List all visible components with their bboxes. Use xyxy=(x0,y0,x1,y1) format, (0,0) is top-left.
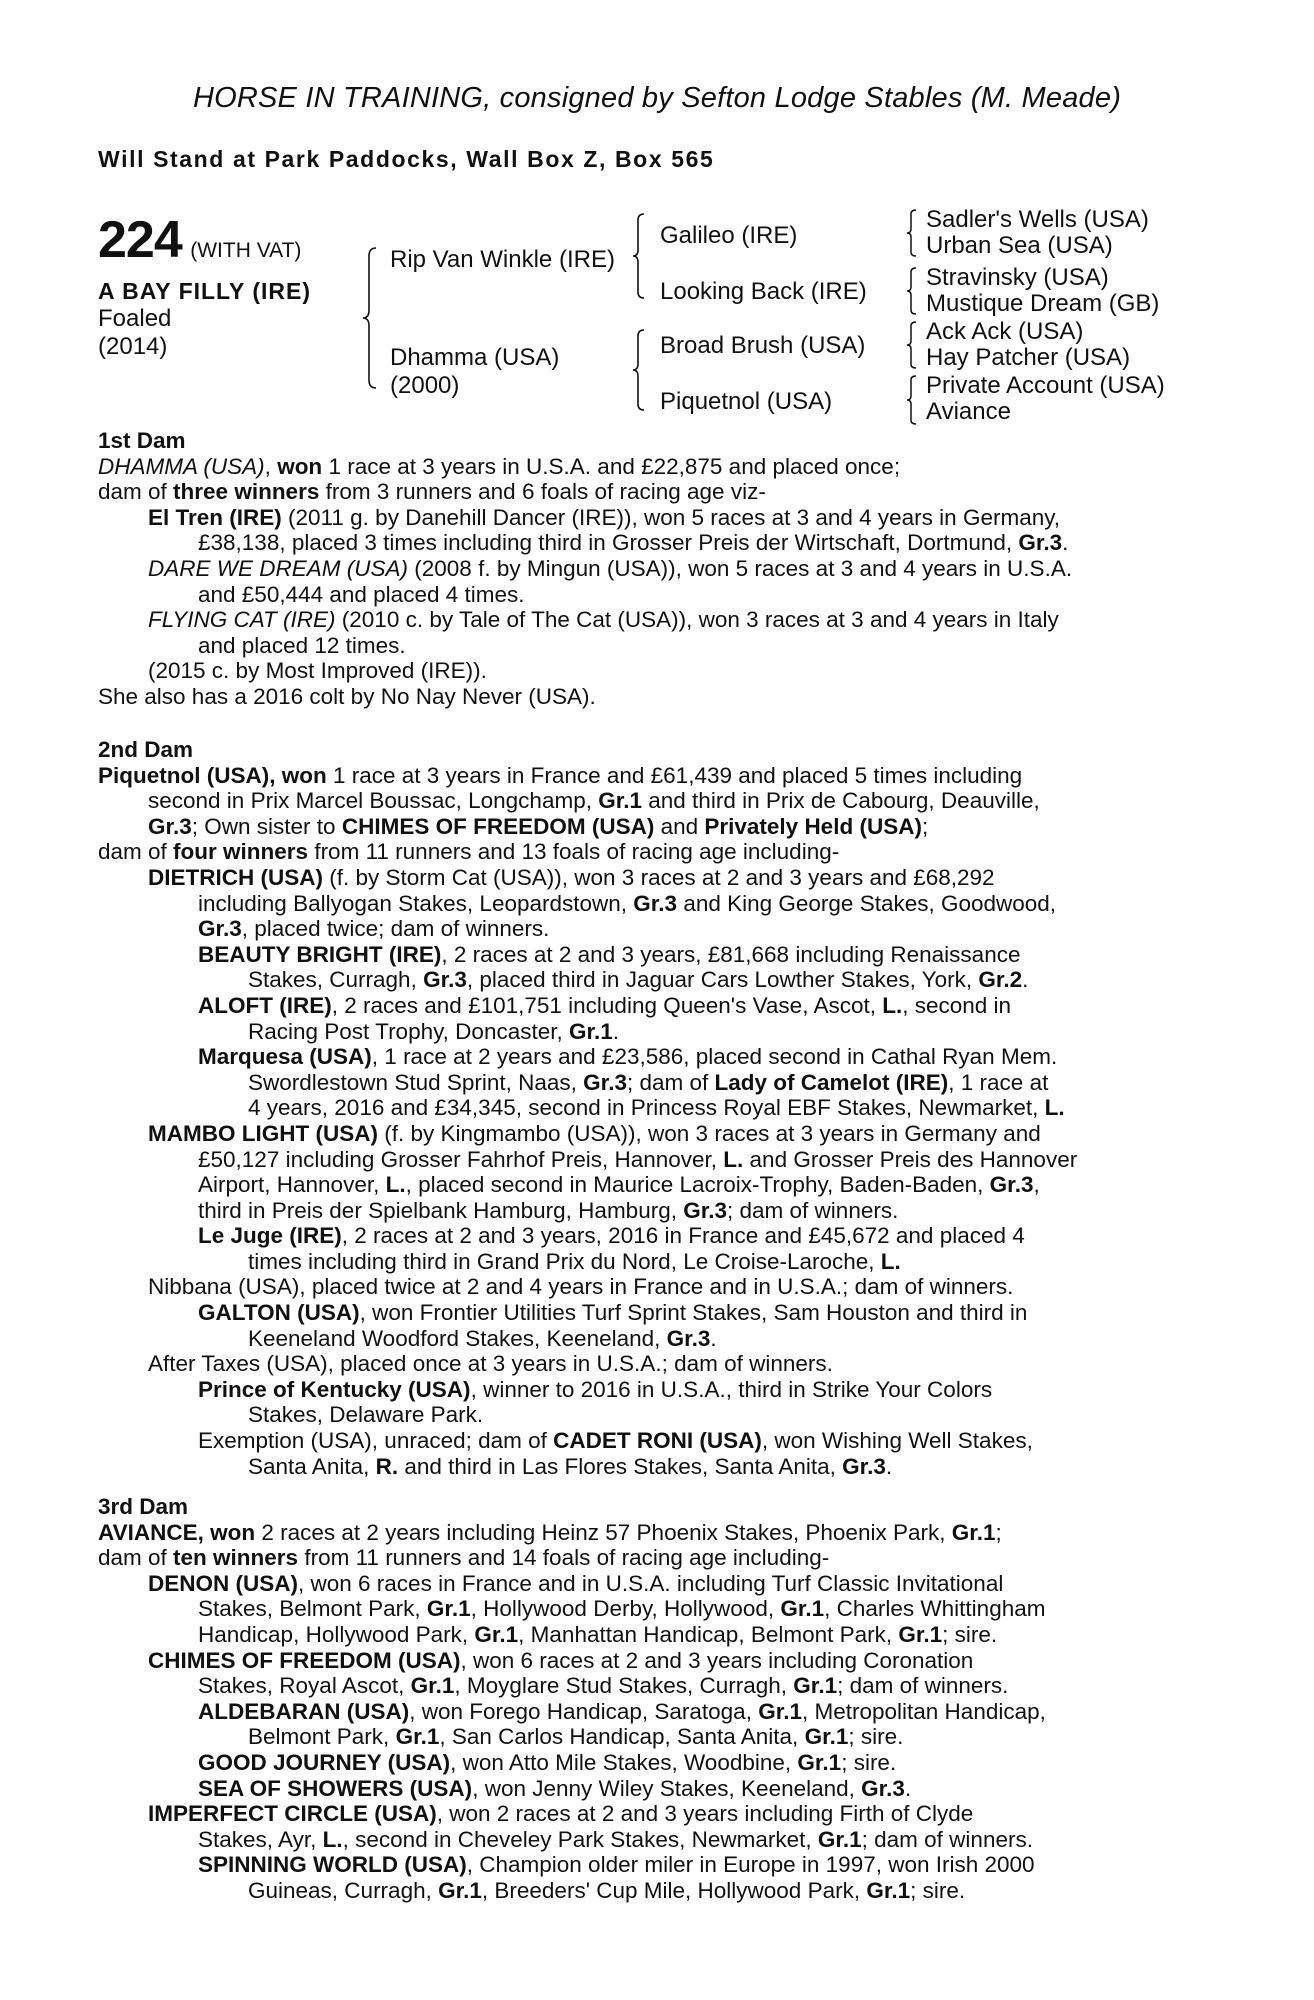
sister-privately-held: Privately Held (USA) xyxy=(704,813,922,839)
alde-name: ALDEBARAN (USA) xyxy=(198,1698,410,1724)
chimes-gr1-a: Gr.1 xyxy=(410,1673,455,1699)
dare-name: DARE WE DREAM (USA) xyxy=(148,555,409,581)
mambo-listed: L. xyxy=(723,1146,744,1172)
beauty-text: , 2 races at 2 and 3 years, £81,668 including Renaissance xyxy=(441,941,1021,967)
pedigree-g4: Mustique Dream (GB) xyxy=(926,290,1160,317)
foal-el-tren xyxy=(98,505,1210,531)
marquesa-c1a: Swordlestown Stud Sprint, Naas, xyxy=(248,1069,584,1095)
grade-gr1: Gr.1 xyxy=(598,788,643,814)
mambo-c1b: and Grosser Preis des Hannover xyxy=(743,1146,1078,1172)
denon-text: , won 6 races in France and in U.S.A. including Turf Classic Invitational xyxy=(298,1570,1004,1596)
lady-of-camelot: Lady of Camelot (IRE) xyxy=(714,1069,949,1095)
aloft-gr1: Gr.1 xyxy=(569,1018,613,1044)
foal-marquesa xyxy=(98,1044,1210,1070)
marquesa-name: Marquesa (USA) xyxy=(198,1044,372,1070)
mambo-c3b: ; dam of winners. xyxy=(727,1197,899,1223)
pedigree-g7: Private Account (USA) xyxy=(926,372,1165,399)
pedigree-g8: Aviance xyxy=(926,398,1011,425)
pedigree-brace-g1 xyxy=(906,208,918,258)
first-dam-produce xyxy=(98,479,1210,505)
foal-sea-of-showers xyxy=(98,1776,1210,1802)
sea-end: . xyxy=(904,1775,912,1801)
alde-cc: ; sire. xyxy=(848,1724,904,1750)
mambo-listed-2: L. xyxy=(385,1172,406,1198)
second-dam-line3 xyxy=(98,814,1210,840)
foal-prince-cont: Stakes, Delaware Park. xyxy=(248,1402,484,1428)
marquesa-text: , 1 race at 2 years and £23,586, placed second in Cathal Ryan Mem. xyxy=(371,1044,1058,1070)
consignment-line: HORSE IN TRAINING, consigned by Sefton Lodge Stables (M. Meade) xyxy=(192,82,1122,114)
galton-c: Keeneland Woodford Stakes, Keeneland, xyxy=(248,1325,667,1351)
aloft-listed: L. xyxy=(882,992,903,1018)
foaled-label: Foaled xyxy=(98,305,172,332)
dietrich-c2-gr: Gr.3 xyxy=(198,916,242,942)
alde-ca: Belmont Park, xyxy=(248,1724,396,1750)
foal-exemption-cont xyxy=(98,1454,1210,1480)
chimes-name: CHIMES OF FREEDOM (USA) xyxy=(148,1647,461,1673)
denon-c1c: , Charles Whittingham xyxy=(824,1596,1046,1622)
alde-gr1-b: Gr.1 xyxy=(395,1724,440,1750)
chimes-text: , won 6 races at 2 and 3 years including Coronation xyxy=(460,1647,974,1673)
won-label: won xyxy=(277,453,323,479)
exemption-restricted: R. xyxy=(375,1453,399,1479)
vat-note: (WITH VAT) xyxy=(190,239,302,262)
foal-mambo-c2 xyxy=(98,1172,1210,1198)
aloft-end: . xyxy=(612,1018,620,1044)
galton-text: , won Frontier Utilities Turf Sprint Stakes, Sam Houston and third in xyxy=(359,1300,1028,1326)
good-end: ; sire. xyxy=(841,1749,897,1775)
foal-spinning-world xyxy=(98,1852,1210,1878)
dietrich-text: (f. by Storm Cat (USA)), won 3 races at 2 and 3 years and £68,292 xyxy=(323,864,995,890)
foal-dare-we-dream xyxy=(98,556,1210,582)
sea-name: SEA OF SHOWERS (USA) xyxy=(198,1775,473,1801)
third-dam-line1 xyxy=(98,1520,1210,1546)
stand-location: Will Stand at Park Paddocks, Wall Box Z, Box 565 xyxy=(98,146,715,172)
pedigree-brace-g4 xyxy=(906,374,918,426)
denon-name: DENON (USA) xyxy=(148,1570,298,1596)
beauty-gr2: Gr.2 xyxy=(978,967,1023,993)
second-dam-produce xyxy=(98,839,1210,865)
denon-c2c: ; sire. xyxy=(942,1621,998,1647)
mambo-text: (f. by Kingmambo (USA)), won 3 races at 3 years in Germany and xyxy=(377,1120,1041,1146)
pedigree-g5: Ack Ack (USA) xyxy=(926,318,1084,345)
exemption-end: . xyxy=(885,1453,893,1479)
foal-mambo-c1 xyxy=(98,1147,1210,1173)
imp-gr1: Gr.1 xyxy=(817,1826,862,1852)
second-dam-line1 xyxy=(98,763,1210,789)
produce-post: from 3 runners and 6 foals of racing age viz- xyxy=(319,479,766,505)
imp-cc: ; dam of winners. xyxy=(861,1826,1033,1852)
foal-chimes-cont xyxy=(98,1673,1210,1699)
pedigree-dam-sire: Broad Brush (USA) xyxy=(660,332,866,359)
grade-gr3: Gr.3 xyxy=(148,813,192,839)
foal-imperfect-circle xyxy=(98,1801,1210,1827)
aloft-c: Racing Post Trophy, Doncaster, xyxy=(248,1018,569,1044)
juge-text: , 2 races at 2 and 3 years, 2016 in France and £45,672 and placed 4 xyxy=(341,1223,1025,1249)
dietrich-gr3: Gr.3 xyxy=(633,890,678,916)
foal-dietrich-c2 xyxy=(98,916,1210,942)
first-dam-heading: 1st Dam xyxy=(98,428,186,453)
foal-dietrich-c1 xyxy=(98,891,1210,917)
pedigree-g1: Sadler's Wells (USA) xyxy=(926,206,1149,233)
pedigree-dam-year: (2000) xyxy=(390,372,460,399)
mambo-c1a: £50,127 including Grosser Fahrhof Preis, Hannover, xyxy=(198,1146,724,1172)
marquesa-c1c: , 1 race at xyxy=(948,1069,1049,1095)
pedigree-g2: Urban Sea (USA) xyxy=(926,232,1113,259)
produce-bold: four winners xyxy=(173,839,309,865)
imp-name: IMPERFECT CIRCLE (USA) xyxy=(148,1801,437,1827)
exemption-b: , won Wishing Well Stakes, xyxy=(761,1428,1033,1454)
el-tren-cont: £38,138, placed 3 times including third in Grosser Preis der Wirtschaft, Dortmund, xyxy=(198,530,1019,556)
beauty-name: BEAUTY BRIGHT (IRE) xyxy=(198,941,442,967)
foal-flying-cat xyxy=(98,607,1210,633)
exemption-ca: Santa Anita, xyxy=(248,1453,376,1479)
spin-name: SPINNING WORLD (USA) xyxy=(198,1852,467,1878)
line3-end: ; xyxy=(921,813,929,839)
foal-exemption xyxy=(98,1428,1210,1454)
pedigree-brace-main xyxy=(362,246,378,390)
juge-c: times including third in Grand Prix du Nord, Le Croise-Laroche, xyxy=(248,1248,881,1274)
el-tren-grade: Gr.3 xyxy=(1018,530,1063,556)
imp-listed: L. xyxy=(322,1826,343,1852)
second-dam-section xyxy=(98,737,1210,1479)
lot-heading xyxy=(98,210,301,270)
mambo-gr3-2: Gr.3 xyxy=(683,1197,728,1223)
produce-bold: ten winners xyxy=(173,1545,299,1571)
foal-aldebaran-cont xyxy=(98,1724,1210,1750)
foal-marquesa-c2 xyxy=(98,1095,1210,1121)
first-dam-summary: DHAMMA (USA), won 1 race at 3 years in U.S.A. and £22,875 and placed once; xyxy=(98,453,901,479)
marquesa-gr3: Gr.3 xyxy=(583,1069,627,1095)
dare-text: (2008 f. by Mingun (USA)), won 5 races at 3 and 4 years in U.S.A. xyxy=(408,555,1073,581)
aviance-end: ; xyxy=(995,1519,1002,1545)
pedigree-dam: Dhamma (USA) xyxy=(390,344,560,371)
imp-text: , won 2 races at 2 and 3 years including Firth of Clyde xyxy=(436,1801,974,1827)
sister-chimes: CHIMES OF FREEDOM (USA) xyxy=(341,813,655,839)
foal-beauty-cont xyxy=(98,967,1210,993)
foal-2016-colt: She also has a 2016 colt by No Nay Never (USA). xyxy=(98,683,596,709)
pedigree-g6: Hay Patcher (USA) xyxy=(926,344,1131,371)
mambo-gr3: Gr.3 xyxy=(989,1172,1034,1198)
produce-post: from 11 runners and 14 foals of racing age including- xyxy=(298,1545,830,1571)
galton-name: GALTON (USA) xyxy=(198,1300,360,1326)
third-dam-produce xyxy=(98,1545,1210,1571)
good-text: , won Atto Mile Stakes, Woodbine, xyxy=(450,1749,798,1775)
dietrich-c2: , placed twice; dam of winners. xyxy=(241,916,550,942)
alde-text-b: , Metropolitan Handicap, xyxy=(801,1698,1046,1724)
aloft-name: ALOFT (IRE) xyxy=(198,992,332,1018)
sea-text: , won Jenny Wiley Stakes, Keeneland, xyxy=(472,1775,862,1801)
denon-c1a: Stakes, Belmont Park, xyxy=(198,1596,427,1622)
chimes-ca: Stakes, Royal Ascot, xyxy=(198,1673,411,1699)
cadet-roni: CADET RONI (USA) xyxy=(553,1428,762,1454)
piquetnol-text: 1 race at 3 years in France and £61,439 and placed 5 times including xyxy=(326,762,1023,788)
foal-aloft xyxy=(98,993,1210,1019)
spin-cc: ; sire. xyxy=(910,1877,966,1903)
denon-gr1-a: Gr.1 xyxy=(426,1596,471,1622)
denon-c1b: , Hollywood Derby, Hollywood, xyxy=(470,1596,781,1622)
foal-aloft-cont xyxy=(98,1019,1210,1045)
flying-name: FLYING CAT (IRE) xyxy=(148,607,336,633)
foal-denon xyxy=(98,1571,1210,1597)
mambo-name: MAMBO LIGHT (USA) xyxy=(148,1120,378,1146)
pedigree-brace-g2 xyxy=(906,266,918,316)
galton-gr3: Gr.3 xyxy=(666,1325,711,1351)
foal-denon-c2 xyxy=(98,1622,1210,1648)
good-gr1: Gr.1 xyxy=(797,1749,842,1775)
foal-2015-colt: (2015 c. by Most Improved (IRE)). xyxy=(148,658,487,684)
produce-pre: dam of xyxy=(98,1545,174,1571)
lot-number: 224 xyxy=(98,211,182,269)
produce-pre: dam of xyxy=(98,839,174,865)
alde-text-a: , won Forego Handicap, Saratoga, xyxy=(409,1698,759,1724)
juge-listed: L. xyxy=(880,1248,901,1274)
denon-c2b: , Manhattan Handicap, Belmont Park, xyxy=(518,1621,899,1647)
foal-nibbana: Nibbana (USA), placed twice at 2 and 4 years in France and in U.S.A.; dam of winners. xyxy=(148,1274,1014,1300)
juge-name: Le Juge (IRE) xyxy=(198,1223,342,1249)
line3-a: ; Own sister to xyxy=(191,813,342,839)
imp-cb: , second in Cheveley Park Stakes, Newmarket, xyxy=(342,1826,818,1852)
foal-chimes-of-freedom xyxy=(98,1648,1210,1674)
foal-le-juge-cont xyxy=(98,1249,1210,1275)
alde-gr1-c: Gr.1 xyxy=(804,1724,849,1750)
prince-name: Prince of Kentucky (USA) xyxy=(198,1376,471,1402)
aviance-text: 2 races at 2 years including Heinz 57 Phoenix Stakes, Phoenix Park, xyxy=(255,1519,952,1545)
foal-good-journey xyxy=(98,1750,1210,1776)
denon-gr1-b: Gr.1 xyxy=(780,1596,825,1622)
foal-dare-cont: and £50,444 and placed 4 times. xyxy=(198,581,525,607)
chimes-gr1-b: Gr.1 xyxy=(793,1673,838,1699)
aloft-text: , 2 races and £101,751 including Queen's Vase, Ascot, xyxy=(331,992,883,1018)
pedigree-g3: Stravinsky (USA) xyxy=(926,264,1109,291)
exemption-gr3: Gr.3 xyxy=(842,1453,886,1479)
second-dam-heading: 2nd Dam xyxy=(98,737,194,762)
foal-mambo-c3 xyxy=(98,1198,1210,1224)
produce-bold: three winners xyxy=(173,479,320,505)
spin-cb: , Breeders' Cup Mile, Hollywood Park, xyxy=(481,1877,867,1903)
foal-galton-cont xyxy=(98,1326,1210,1352)
foal-galton xyxy=(98,1300,1210,1326)
foal-mambo-light xyxy=(98,1121,1210,1147)
produce-pre: dam of xyxy=(98,479,174,505)
third-dam-section xyxy=(98,1494,1210,1904)
foal-spinning-cont xyxy=(98,1878,1210,1904)
marquesa-c1b: ; dam of xyxy=(626,1069,715,1095)
produce-post: from 11 runners and 13 foals of racing age including- xyxy=(308,839,840,865)
spin-ca: Guineas, Curragh, xyxy=(248,1877,439,1903)
denon-c2a: Handicap, Hollywood Park, xyxy=(198,1621,475,1647)
line3-and: and xyxy=(654,813,705,839)
dietrich-name: DIETRICH (USA) xyxy=(148,864,323,890)
aloft-text2: , second in xyxy=(902,992,1012,1018)
mambo-c2b: , placed second in Maurice Lacroix-Trophy, Baden-Baden, xyxy=(405,1172,990,1198)
denon-gr1-d: Gr.1 xyxy=(898,1621,943,1647)
alde-cb: , San Carlos Handicap, Santa Anita, xyxy=(439,1724,805,1750)
chimes-cc: ; dam of winners. xyxy=(837,1673,1009,1699)
foal-aldebaran xyxy=(98,1699,1210,1725)
galton-end: . xyxy=(710,1325,717,1351)
mambo-c2c: , xyxy=(1033,1172,1040,1198)
pedigree-sire-dam: Looking Back (IRE) xyxy=(660,278,867,305)
imp-ca: Stakes, Ayr, xyxy=(198,1826,323,1852)
pedigree-brace-sire xyxy=(632,212,646,300)
dam-name: DHAMMA (USA) xyxy=(98,453,265,479)
third-dam-heading: 3rd Dam xyxy=(98,1494,189,1519)
marquesa-c2: 4 years, 2016 and £34,345, second in Princess Royal EBF Stakes, Newmarket, xyxy=(248,1095,1045,1121)
beauty-end: . xyxy=(1022,967,1029,993)
good-name: GOOD JOURNEY (USA) xyxy=(198,1749,451,1775)
aviance-gr1: Gr.1 xyxy=(951,1519,996,1545)
aviance-name: AVIANCE, won xyxy=(98,1519,256,1545)
horse-description: A BAY FILLY (IRE) xyxy=(98,278,311,304)
exemption-a: Exemption (USA), unraced; dam of xyxy=(198,1428,554,1454)
foal-flying-cont: and placed 12 times. xyxy=(198,632,406,658)
foal-dietrich xyxy=(98,865,1210,891)
pedigree-dam-dam: Piquetnol (USA) xyxy=(660,388,833,415)
el-tren-text: (2011 g. by Danehill Dancer (IRE)), won 5 races at 3 and 4 years in Germany, xyxy=(281,504,1061,530)
foaled-year: (2014) xyxy=(98,333,168,360)
foal-beauty-bright xyxy=(98,942,1210,968)
pedigree-brace-dam xyxy=(632,328,646,412)
prince-text: , winner to 2016 in U.S.A., third in Strike Your Colors xyxy=(470,1376,993,1402)
alde-gr1-a: Gr.1 xyxy=(758,1698,802,1724)
marquesa-listed: L. xyxy=(1044,1095,1065,1121)
first-dam-section xyxy=(98,428,1210,710)
foal-denon-c1 xyxy=(98,1596,1210,1622)
piquetnol-name: Piquetnol (USA), won xyxy=(98,762,327,788)
foal-el-tren-cont: £38,138, placed 3 times including third in Grosser Preis der Wirtschaft, Dortmund, Gr.3. xyxy=(198,530,1069,556)
foal-imperfect-cont xyxy=(98,1827,1210,1853)
exemption-cb: and third in Las Flores Stakes, Santa Anita, xyxy=(398,1453,843,1479)
sea-gr3: Gr.3 xyxy=(861,1775,905,1801)
beauty-gr3: Gr.3 xyxy=(423,967,467,993)
dietrich-c1a: including Ballyogan Stakes, Leopardstown, xyxy=(198,890,634,916)
dam-summary-text: 1 race at 3 years in U.S.A. and £22,875 and placed once; xyxy=(322,453,901,479)
mambo-c3a: third in Preis der Spielbank Hamburg, Hamburg, xyxy=(198,1197,684,1223)
foal-after-taxes: After Taxes (USA), placed once at 3 years in U.S.A.; dam of winners. xyxy=(148,1351,833,1377)
el-tren-name: El Tren (IRE) xyxy=(148,504,282,530)
denon-gr1-c: Gr.1 xyxy=(474,1621,519,1647)
foal-marquesa-c1 xyxy=(98,1070,1210,1096)
flying-text: (2010 c. by Tale of The Cat (USA)), won 3 races at 3 and 4 years in Italy xyxy=(335,607,1059,633)
second-dam-line2 xyxy=(98,788,1210,814)
foal-le-juge xyxy=(98,1223,1210,1249)
mambo-c2a: Airport, Hannover, xyxy=(198,1172,386,1198)
beauty-ca: Stakes, Curragh, xyxy=(248,967,424,993)
line2-a: second in Prix Marcel Boussac, Longchamp, xyxy=(148,788,599,814)
pedigree-brace-g3 xyxy=(906,320,918,370)
dietrich-c1b: and King George Stakes, Goodwood, xyxy=(677,890,1057,916)
line2-b: and third in Prix de Cabourg, Deauville, xyxy=(642,788,1040,814)
spin-text: , Champion older miler in Europe in 1997, won Irish 2000 xyxy=(466,1852,1035,1878)
foal-prince-of-kentucky xyxy=(98,1377,1210,1403)
spin-gr1-b: Gr.1 xyxy=(866,1877,911,1903)
pedigree-sire: Rip Van Winkle (IRE) xyxy=(390,246,615,273)
spin-gr1-a: Gr.1 xyxy=(438,1877,482,1903)
chimes-cb: , Moyglare Stud Stakes, Curragh, xyxy=(454,1673,794,1699)
beauty-cb: , placed third in Jaguar Cars Lowther Stakes, York, xyxy=(466,967,979,993)
pedigree-sire-sire: Galileo (IRE) xyxy=(660,222,798,249)
